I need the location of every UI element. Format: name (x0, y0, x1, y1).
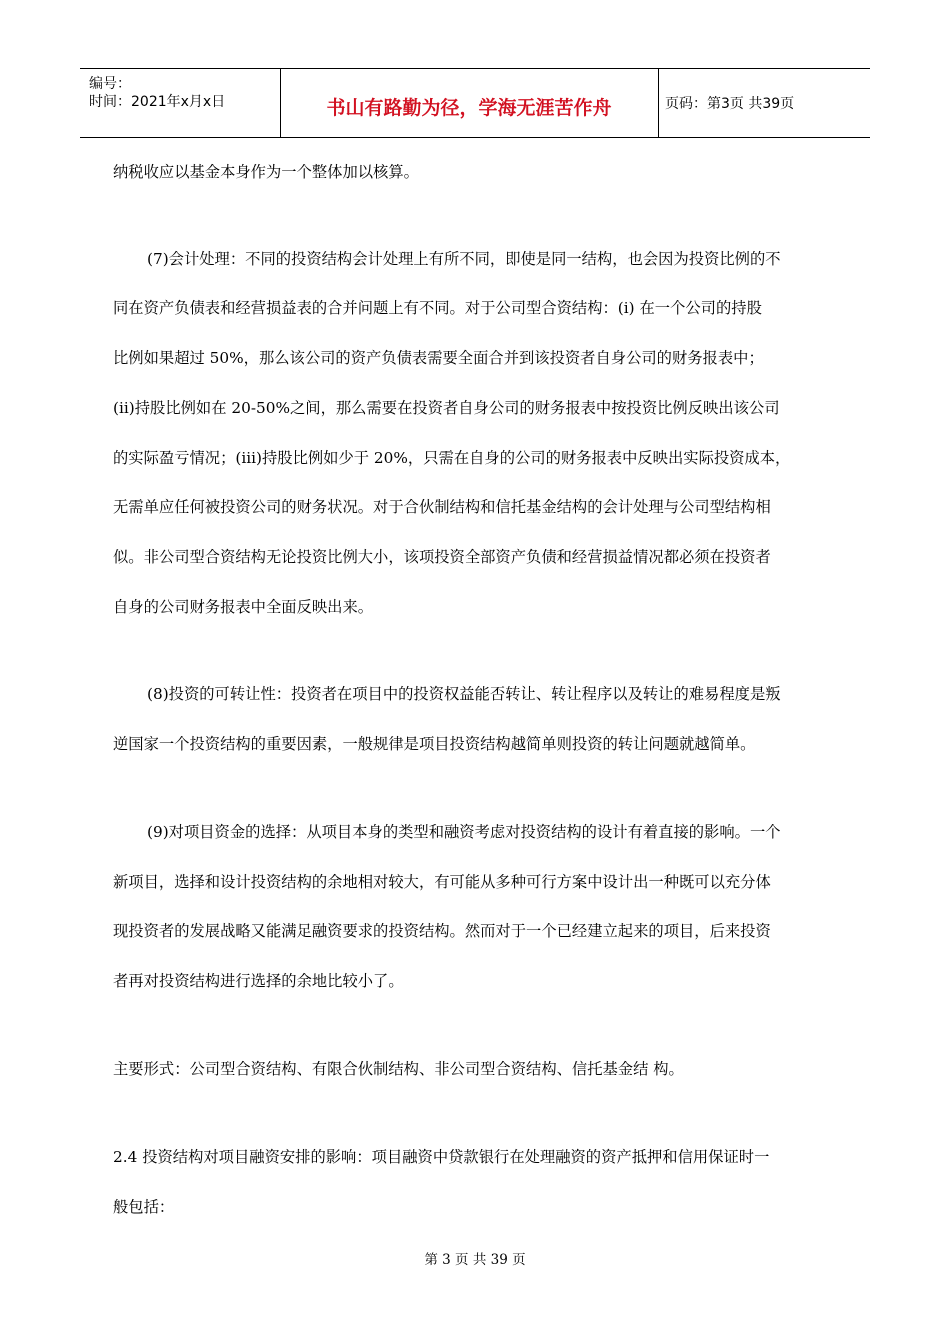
document-number-label: 编号： (89, 76, 131, 92)
page-footer: 第 3 页 共 39 页 (424, 1252, 526, 1268)
paragraph-line: 新项目，选择和设计投资结构的余地相对较大，有可能从多种可行方案中设计出一种既可以充分体 (113, 873, 771, 891)
paragraph-line: (8)投资的可转让性：投资者在项目中的投资权益能否转让、转让程序以及转让的难易程度是叛 (147, 685, 781, 703)
paragraph-line: 2.4 投资结构对项目融资安排的影响：项目融资中贷款银行在处理融资的资产抵押和信用保证时一 (113, 1148, 770, 1166)
header-motto: 书山有路勤为径，学海无涯苦作舟 (326, 97, 612, 119)
paragraph-line: 自身的公司财务报表中全面反映出来。 (113, 598, 374, 616)
paragraph-line: 者再对投资结构进行选择的余地比较小了。 (113, 972, 404, 990)
paragraph-line: 现投资者的发展战略又能满足融资要求的投资结构。然而对于一个已经建立起来的项目，后来投资 (113, 922, 771, 940)
paragraph-line: (7)会计处理：不同的投资结构会计处理上有所不同，即使是同一结构，也会因为投资比例的不 (147, 250, 781, 268)
paragraph-line: 般包括： (113, 1198, 175, 1216)
document-date: 时间：2021年x月x日 (89, 94, 226, 110)
paragraph-line: 主要形式：公司型合资结构、有限合伙制结构、非公司型合资结构、信托基金结 构。 (113, 1060, 684, 1078)
paragraph-line: (9)对项目资金的选择：从项目本身的类型和融资考虑对投资结构的设计有着直接的影响。一个 (147, 823, 781, 841)
paragraph-line: 同在资产负债表和经营损益表的合并问题上有不同。对于公司型合资结构：(i) 在一个公司的持股 (113, 299, 762, 317)
paragraph-line: 似。非公司型合资结构无论投资比例大小，该项投资全部资产负债和经营损益情况都必须在投资者 (113, 548, 771, 566)
paragraph-line: 无需单应任何被投资公司的财务状况。对于合伙制结构和信托基金结构的会计处理与公司型结构相 (113, 498, 771, 516)
page-header (80, 68, 870, 138)
paragraph-line: (ii)持股比例如在 20-50%之间，那么需要在投资者自身公司的财务报表中按投资比例反映出该公司 (113, 399, 780, 417)
paragraph-line: 逆国家一个投资结构的重要因素，一般规律是项目投资结构越简单则投资的转让问题就越简单。 (113, 735, 756, 753)
header-page-cell (658, 69, 870, 137)
paragraph-line: 纳税收应以基金本身作为一个整体加以核算。 (113, 163, 419, 181)
header-page-number: 页码：第3页 共39页 (665, 96, 795, 112)
paragraph-line: 比例如果超过 50%，那么该公司的资产负债表需要全面合并到该投资者自身公司的财务报表中； (113, 349, 764, 367)
header-info-cell (80, 69, 281, 137)
paragraph-line: 的实际盈亏情况；(iii)持股比例如少于 20%，只需在自身的公司的财务报表中反映出实际投资成本， (113, 449, 791, 467)
header-motto-cell (280, 69, 659, 137)
